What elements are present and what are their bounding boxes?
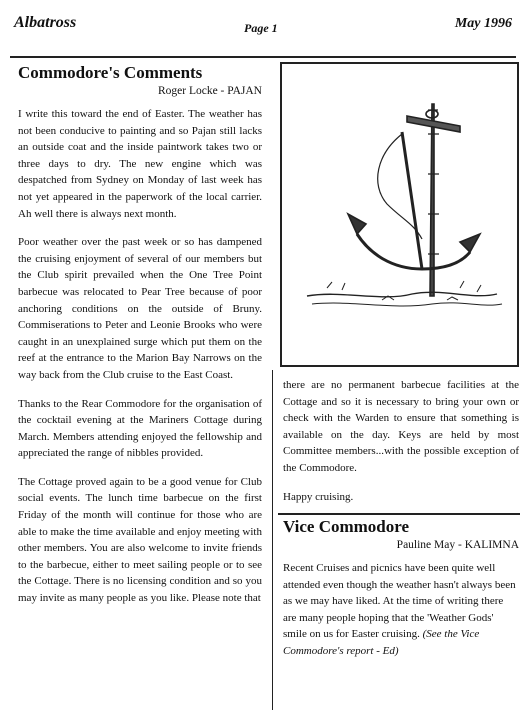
vice-byline: Pauline May - KALIMNA: [396, 539, 519, 551]
newsletter-title: Albatross: [14, 14, 77, 31]
editor-note: (See the Vice Commodore's report - Ed): [283, 628, 480, 657]
commodore-byline: Roger Locke - PAJAN: [157, 85, 262, 97]
section-divider: [278, 513, 520, 515]
commodore-paragraph-6: Happy cruising.: [283, 490, 354, 503]
commodore-paragraph-5: there are no permanent barbecue facilities at the Cottage and so it is necessary to bring your own or check with the Warden to ensure that something is available on the day. Keys are held by most Committee members...with the possible exception of the Commodore.: [283, 379, 519, 474]
page-header: [14, 8, 512, 36]
commodore-continued: [283, 377, 519, 517]
anchor-illustration: [280, 62, 519, 367]
issue-date: May 1996: [454, 16, 512, 31]
commodore-title: Commodore's Comments: [18, 63, 203, 82]
commodore-paragraph-2: Poor weather over the past week or so has dampened the cruising enjoyment of several of our members but the Club spirit prevailed when the One Tree Point barbecue was relocated to Pear Tree because of poor anchoring conditions on the outside of Bruny. Commiserations to Peter and Leonie Brooks who were caught in an unexplained surge which put them on the reef at the entrance to the Marion Bay Narrows on the way back from the Club cruise to the East Coast.: [18, 236, 262, 381]
commodore-paragraph-3: Thanks to the Rear Commodore for the organisation of the cocktail evening at the Mariners Cottage during March. Members attending enjoyed the fellowship and appreciated the range of nibbles provided.: [18, 397, 262, 460]
vice-paragraph-1: [283, 560, 519, 660]
vice-commodore-section: [283, 516, 519, 672]
vice-body-text: Recent Cruises and picnics have been quite well attended even though the weather hasn't always been as we may have liked. At the time of writing there are many people hoping that the 'Weather Gods' smile on us for Easter cruising.: [283, 562, 516, 641]
vice-title: Vice Commodore: [283, 517, 410, 536]
page-number: Page 1: [244, 21, 278, 35]
anchor-icon: [282, 64, 517, 365]
column-divider: [272, 370, 273, 710]
commodore-paragraph-4: The Cottage proved again to be a good venue for Club social events. The lunch time barbecue on the first Friday of the month will continue for those who are able to make the time available and enjoy meeting with other members. You are also welcome to invite friends to the barbecue, either to meet sailing people or to see the Cottage. There is no licensing condition and so you may invite as many people as you like. Please note that: [18, 475, 262, 605]
commodore-column: [18, 62, 262, 619]
commodore-paragraph-1: I write this toward the end of Easter. The weather has not been conducive to painting and so Pajan still lacks an outside coat and the inside paintwork takes two or three days to dry. The new engine which was despatched from Sydney on Monday of last week has not yet appeared in the paperwork of the local carrier. Ah well there is always next month.: [18, 108, 262, 220]
header-rule: [10, 56, 516, 58]
